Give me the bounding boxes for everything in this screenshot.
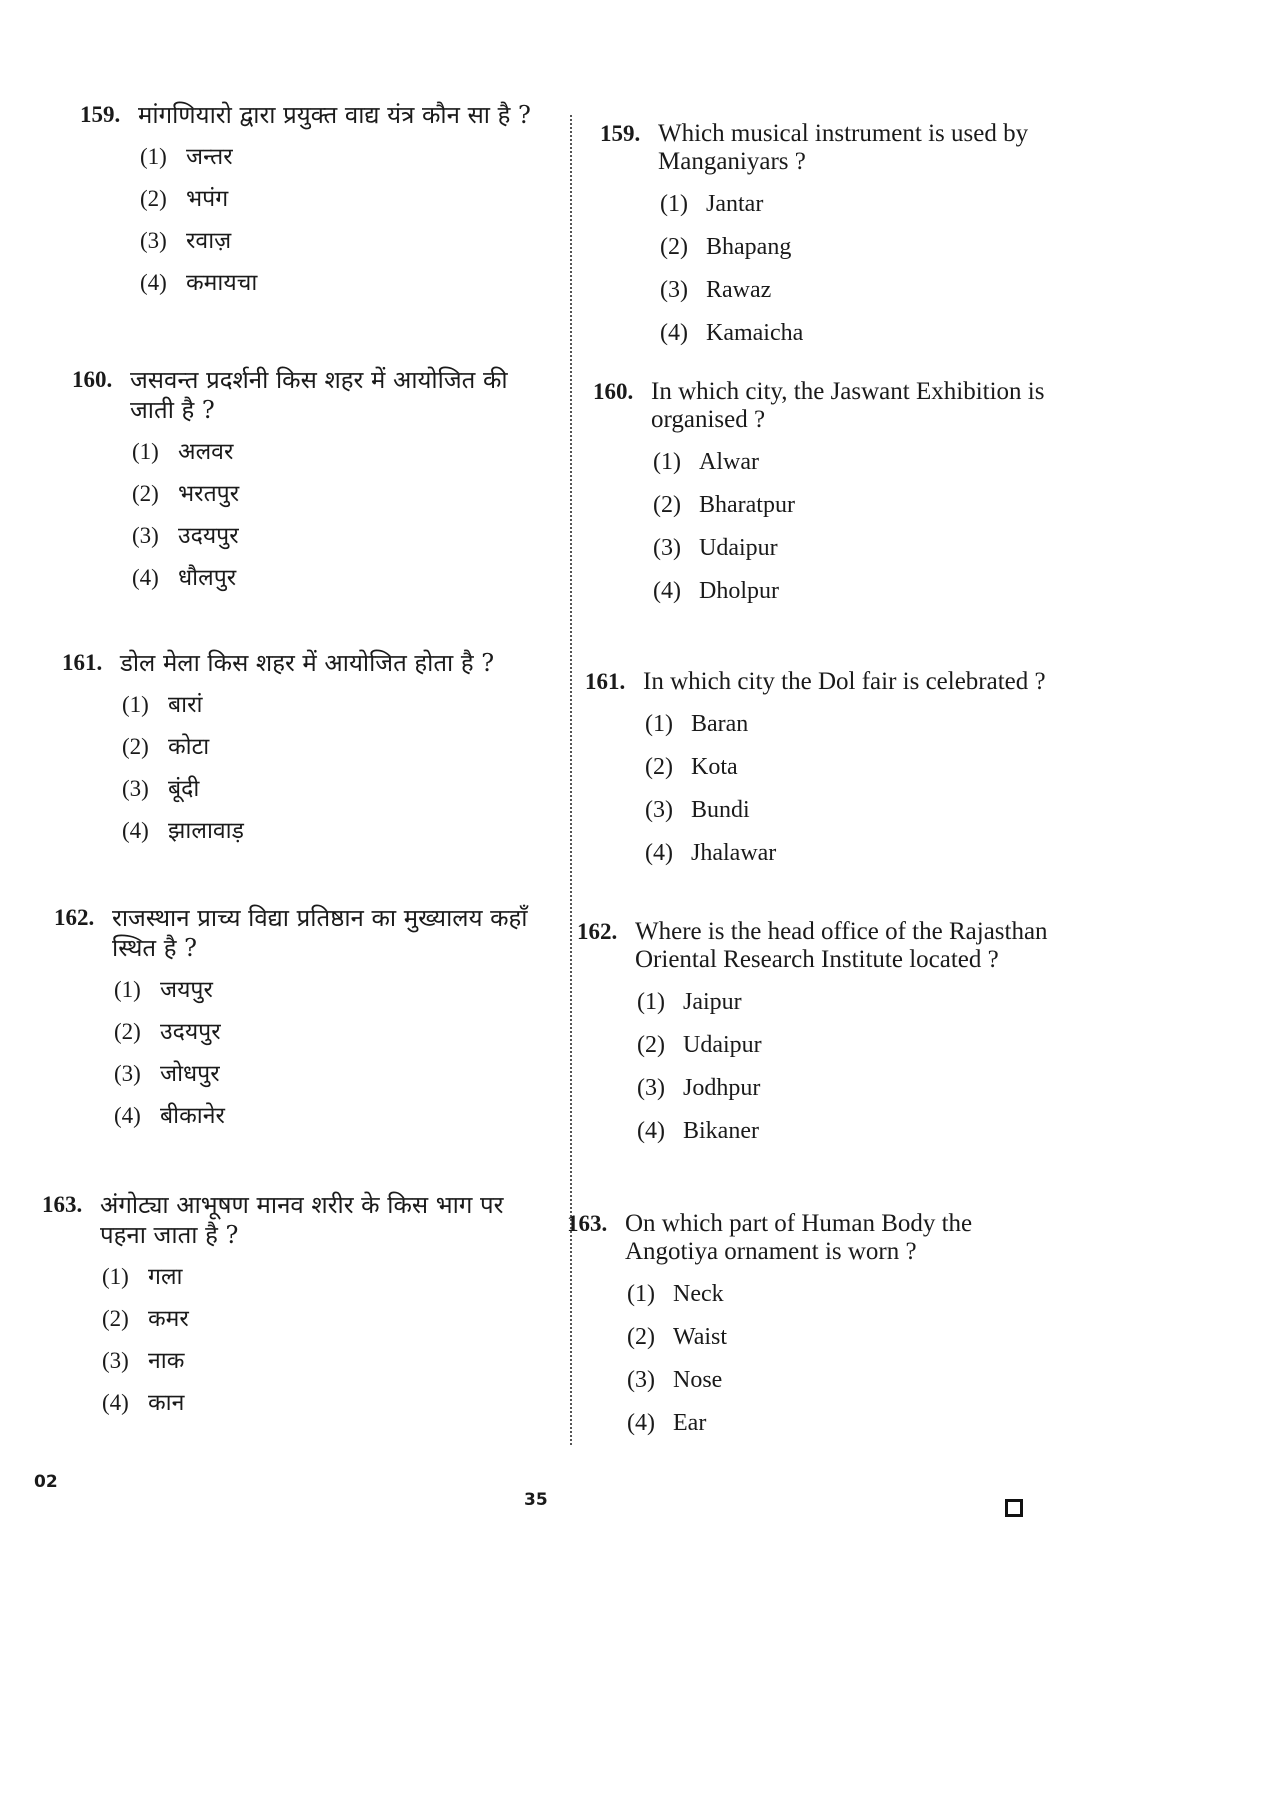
question-number: 159. [80,102,121,127]
question-text: जसवन्त प्रदर्शनी किस शहर में आयोजित की जाती है ? [130,366,508,424]
option [122,690,550,720]
option-text: उदयपुर [178,523,239,549]
option-text: भरतपुर [178,481,240,507]
option-text: झालावाड़ [168,818,244,844]
option-number: (1) [114,977,141,1002]
option-text: अलवर [178,439,234,465]
option-number: (4) [653,578,681,604]
option-text: Nose [673,1367,723,1393]
option [114,1101,550,1131]
option-text: बूंदी [168,776,200,802]
option-text: उदयपुर [160,1019,221,1045]
question-number: 163. [567,1211,608,1236]
option [653,533,1073,563]
option-text: Jaipur [683,989,742,1015]
option [140,142,550,172]
option-number: (1) [637,989,665,1015]
option-number: (2) [102,1306,129,1331]
question-number: 163. [42,1192,83,1217]
option-text: जोधपुर [160,1061,220,1087]
option-text: रवाज़ [186,228,232,254]
option-number: (4) [637,1118,665,1144]
option-number: (3) [122,776,149,801]
option [132,521,550,551]
option [627,1279,1042,1309]
option [637,1116,1057,1146]
option [114,1017,550,1047]
option-number: (3) [114,1061,141,1086]
option-text: बीकानेर [160,1103,225,1129]
option-number: (4) [627,1410,655,1436]
option-number: (2) [660,234,688,260]
option-number: (2) [637,1032,665,1058]
option-text: भपंग [186,186,229,212]
option-number: (1) [645,711,673,737]
question-number: 160. [72,367,113,392]
option-number: (2) [132,481,159,506]
option-number: (3) [637,1075,665,1101]
question-163-hi [42,1190,550,1418]
option-text: कमर [148,1306,189,1332]
option [627,1408,1042,1438]
question-162-hi [54,903,550,1131]
option-number: (2) [122,734,149,759]
question-text: Where is the head office of the Rajasthan Oriental Research Institute located ? [635,918,1048,973]
option-text: कोटा [168,734,210,760]
question-163-en [567,1210,1042,1438]
option-text: Baran [691,711,749,737]
option-text: कान [148,1390,185,1416]
option-number: (1) [653,449,681,475]
option-text: Neck [673,1281,724,1307]
option-number: (3) [140,228,167,253]
option [653,490,1073,520]
option-number: (4) [660,320,688,346]
option [653,447,1073,477]
option-text: नाक [148,1348,185,1374]
option-text: Bharatpur [699,492,795,518]
option [627,1322,1042,1352]
option-number: (2) [627,1324,655,1350]
question-161-en [585,668,1070,868]
option-text: Jodhpur [683,1075,761,1101]
square-marker-icon [1005,1499,1023,1517]
option-text: Kamaicha [706,320,804,346]
option-text: Dholpur [699,578,779,604]
option-text: Rawaz [706,277,772,303]
option-text: धौलपुर [178,565,237,591]
question-text: मांगणियारो द्वारा प्रयुक्त वाद्य यंत्र कौन सा है ? [138,101,531,129]
option [645,838,1070,868]
question-number: 162. [577,919,618,944]
question-160-en [593,378,1073,606]
option-number: (4) [114,1103,141,1128]
option-number: (3) [653,535,681,561]
question-number: 161. [585,669,626,694]
option [660,232,1075,262]
option [660,189,1075,219]
option [122,816,550,846]
question-text: Which musical instrument is used by Manganiyars ? [658,120,1029,175]
option [122,774,550,804]
option-text: बारां [168,692,203,718]
option-number: (1) [660,191,688,217]
option-number: (4) [102,1390,129,1415]
booklet-code: 02 [34,1472,58,1492]
question-text: On which part of Human Body the Angotiya ornament is worn ? [625,1210,973,1265]
question-number: 160. [593,379,634,404]
option [102,1304,550,1334]
option-number: (4) [140,270,167,295]
option-number: (4) [645,840,673,866]
question-number: 162. [54,905,95,930]
option [660,318,1075,348]
option [637,987,1057,1017]
option-number: (1) [102,1264,129,1289]
option-number: (3) [627,1367,655,1393]
question-159-hi [80,100,550,298]
option-number: (1) [122,692,149,717]
option-text: Bundi [691,797,750,823]
question-text: In which city the Dol fair is celebrated ? [643,668,1046,695]
question-text: राजस्थान प्राच्य विद्या प्रतिष्ठान का मुख्यालय कहाँ स्थित है ? [112,904,528,962]
question-text: In which city, the Jaswant Exhibition is organised ? [651,378,1045,433]
option [132,479,550,509]
option-text: कमायचा [186,270,258,296]
option [122,732,550,762]
option [653,576,1073,606]
option [660,275,1075,305]
option [627,1365,1042,1395]
option [102,1262,550,1292]
option-number: (2) [140,186,167,211]
option-text: Waist [673,1324,728,1350]
option-number: (3) [660,277,688,303]
option [645,752,1070,782]
option-text: जन्तर [186,144,233,170]
question-161-hi [62,648,550,846]
option-text: Kota [691,754,738,780]
question-text: अंगोट्या आभूषण मानव शरीर के किस भाग पर पहना जाता है ? [100,1191,504,1249]
option [114,975,550,1005]
option-number: (2) [114,1019,141,1044]
option [140,184,550,214]
option-text: Jantar [706,191,764,217]
option-number: (1) [627,1281,655,1307]
option-text: Alwar [699,449,759,475]
option-number: (1) [132,439,159,464]
option-number: (3) [132,523,159,548]
option-number: (2) [653,492,681,518]
option-text: गला [148,1264,183,1290]
option-number: (4) [132,565,159,590]
question-160-hi [72,365,550,593]
option [637,1073,1057,1103]
option [637,1030,1057,1060]
option-number: (2) [645,754,673,780]
option [645,795,1070,825]
option-text: Udaipur [699,535,778,561]
option [140,226,550,256]
option-text: Bhapang [706,234,792,260]
question-162-en [577,918,1057,1146]
question-text: डोल मेला किस शहर में आयोजित होता है ? [120,649,495,677]
option [102,1346,550,1376]
option-text: Jhalawar [691,840,777,866]
option-text: Bikaner [683,1118,759,1144]
option [114,1059,550,1089]
page-number: 35 [524,1490,548,1510]
question-number: 161. [62,650,103,675]
option [140,268,550,298]
option [132,437,550,467]
option [102,1388,550,1418]
option-number: (1) [140,144,167,169]
option-text: Udaipur [683,1032,762,1058]
option [645,709,1070,739]
option-text: जयपुर [160,977,213,1003]
option-number: (3) [645,797,673,823]
option [132,563,550,593]
question-number: 159. [600,121,641,146]
option-number: (4) [122,818,149,843]
question-159-en [600,120,1075,348]
option-number: (3) [102,1348,129,1373]
option-text: Ear [673,1410,707,1436]
